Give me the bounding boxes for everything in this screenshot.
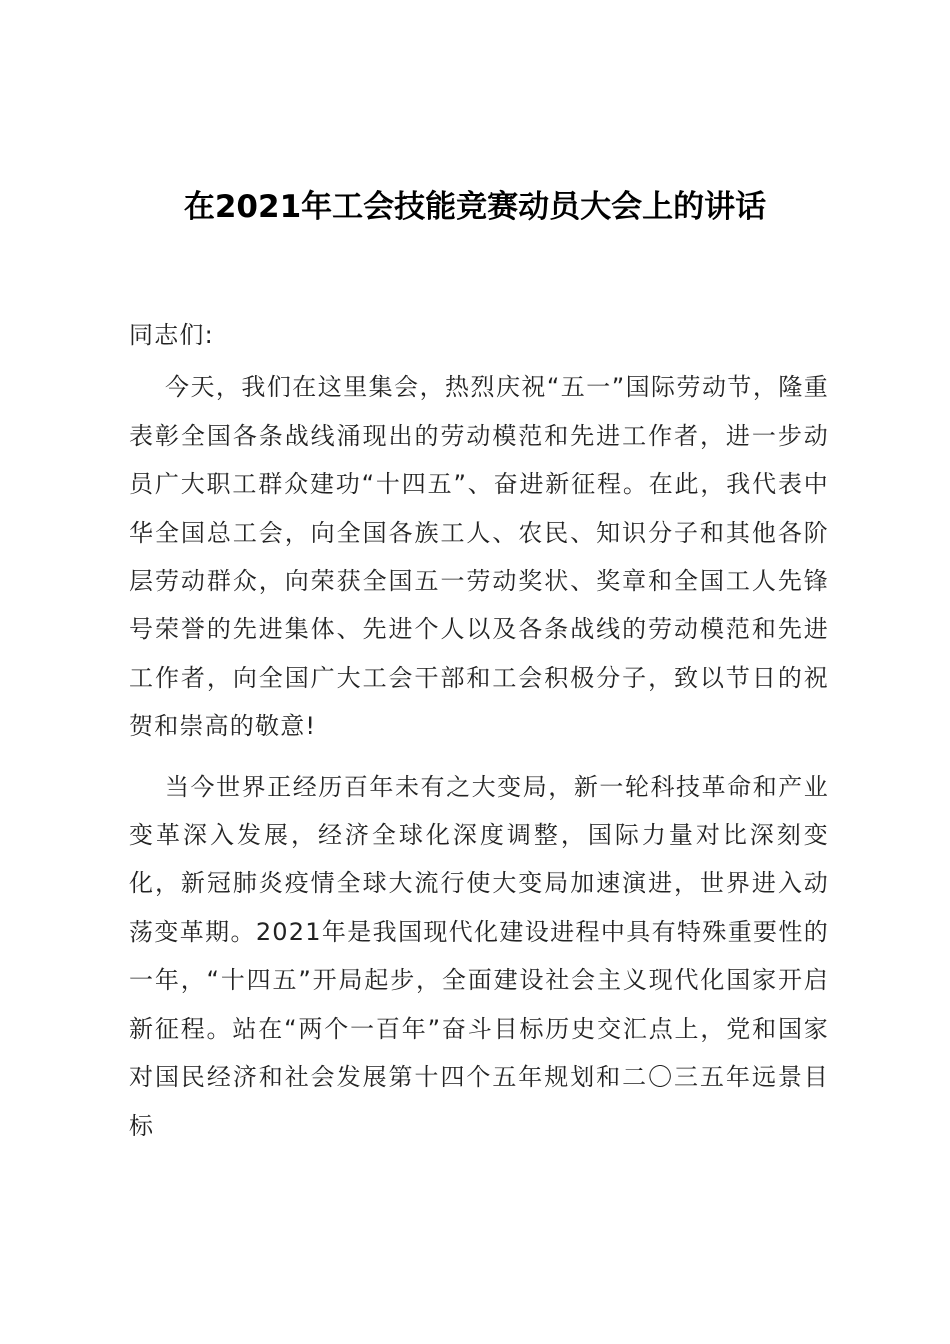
salutation: 同志们: xyxy=(129,321,214,349)
paragraph-2: 当今世界正经历百年未有之大变局，新一轮科技革命和产业变革深入发展，经济全球化深度调整，国际力量对比深刻变化，新冠肺炎疫情全球大流行使大变局加速演进，世界进入动荡变革期。2021年是我国现代化建设进程中具有特殊重要性的一年，“十四五”开局起步，全面建设社会主义现代化国家开启新征程。站在“两个一百年”奋斗目标历史交汇点上，党和国家对国民经济和社会发展第十四个五年规划和二〇三五年远景目标 xyxy=(129,772,829,1140)
paragraph-1: 今天，我们在这里集会，热烈庆祝“五一”国际劳动节，隆重表彰全国各条战线涌现出的劳动模范和先进工作者，进一步动员广大职工群众建功“十四五”、奋进新征程。在此，我代表中华全国总工会，向全国各族工人、农民、知识分子和其他各阶层劳动群众，向荣获全国五一劳动奖状、奖章和全国工人先锋号荣誉的先进集体、先进个人以及各条战线的劳动模范和先进工作者，向全国广大工会干部和工会积极分子，致以节日的祝贺和崇高的敬意! xyxy=(129,373,829,741)
document-body xyxy=(129,311,829,1162)
document-title: 在2021年工会技能竞赛动员大会上的讲话 xyxy=(183,189,767,225)
